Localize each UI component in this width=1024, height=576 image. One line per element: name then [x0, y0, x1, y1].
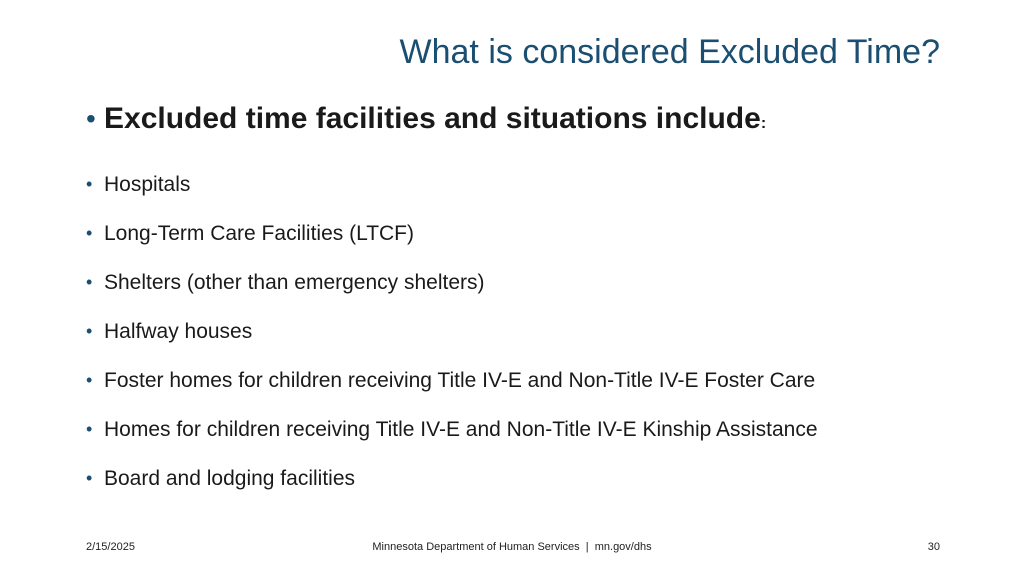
footer-organization: Minnesota Department of Human Services | mn.gov/dhs [372, 541, 652, 553]
list-item [86, 356, 818, 405]
list-item [86, 454, 818, 503]
heading-colon: : [760, 115, 767, 132]
heading-bullet-row [86, 102, 766, 136]
bullet-icon: • [86, 272, 93, 292]
list-item [86, 405, 818, 454]
bullet-list [86, 160, 818, 503]
list-item [86, 307, 818, 356]
slide-title: What is considered Excluded Time? [399, 33, 940, 71]
footer-page-number: 30 [927, 541, 940, 553]
bullet-icon: • [86, 174, 93, 194]
list-item-text: Halfway houses [104, 319, 253, 343]
list-item [86, 160, 818, 209]
list-item-text: Shelters (other than emergency shelters) [104, 270, 485, 294]
heading-text: Excluded time facilities and situations include [104, 102, 761, 135]
list-item-text: Foster homes for children receiving Title IV-E and Non-Title IV-E Foster Care [104, 368, 816, 392]
bullet-icon: • [86, 321, 93, 341]
list-item-text: Hospitals [104, 172, 191, 196]
list-item-text: Homes for children receiving Title IV-E and Non-Title IV-E Kinship Assistance [104, 417, 818, 441]
list-item [86, 209, 818, 258]
heading-bullet-icon: • [86, 103, 96, 134]
bullet-icon: • [86, 223, 93, 243]
bullet-icon: • [86, 468, 93, 488]
bullet-icon: • [86, 419, 93, 439]
list-item-text: Long-Term Care Facilities (LTCF) [104, 221, 415, 245]
bullet-icon: • [86, 370, 93, 390]
list-item [86, 258, 818, 307]
footer-date: 2/15/2025 [86, 541, 135, 553]
list-item-text: Board and lodging facilities [104, 466, 355, 490]
